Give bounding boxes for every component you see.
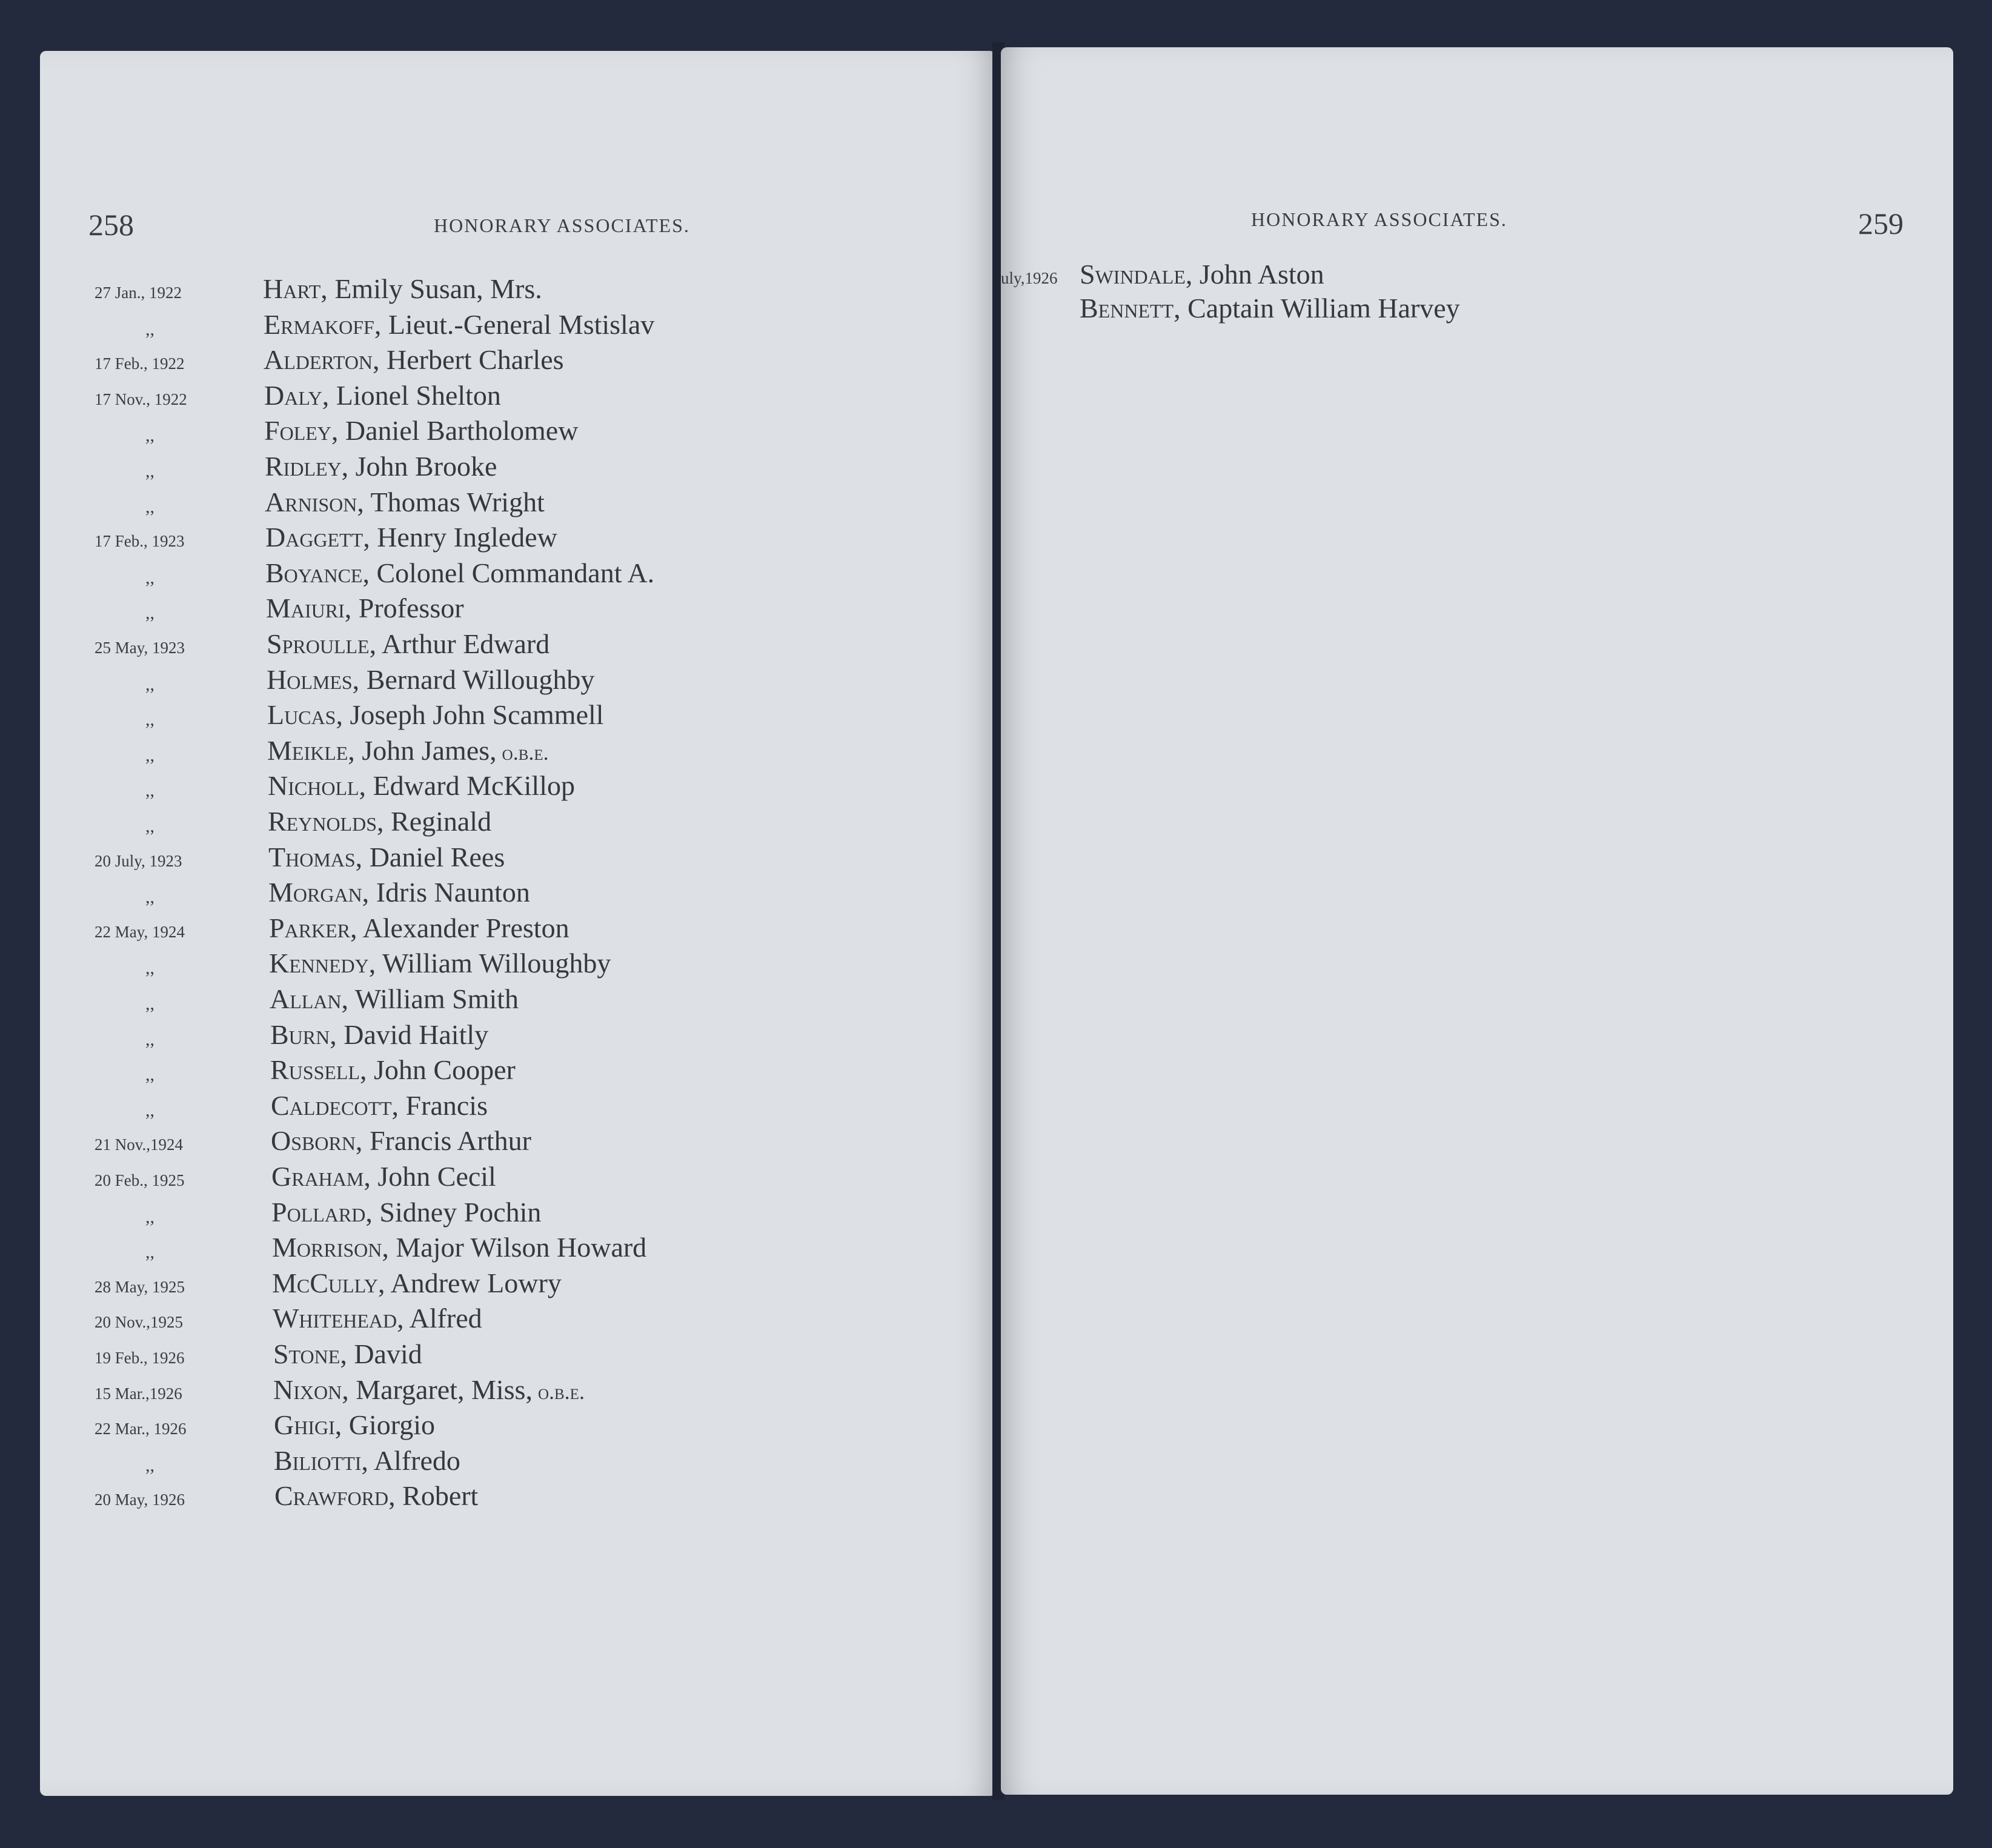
- entry-name: [273, 1374, 585, 1406]
- list-item: [40, 1302, 949, 1338]
- entry-name: [270, 983, 519, 1015]
- entry-date: ,,: [145, 603, 154, 623]
- entry-name: [269, 947, 611, 979]
- entry-surname: Osborn,: [271, 1125, 363, 1157]
- entry-given-names: Bernard Willoughby: [359, 663, 595, 695]
- entry-name: [265, 521, 557, 553]
- entry-surname: Sproulle,: [267, 628, 377, 659]
- entry-name: [266, 592, 464, 624]
- entry-given-names: Margaret, Miss,: [348, 1374, 533, 1405]
- entry-name: [271, 1125, 531, 1157]
- entry-date: ,,: [145, 461, 154, 481]
- entry-surname: Holmes,: [267, 663, 360, 695]
- entry-name: [268, 805, 491, 837]
- entry-surname: Reynolds,: [268, 806, 384, 837]
- list-item: [40, 912, 949, 948]
- running-head: HONORARY ASSOCIATES.: [1251, 208, 1507, 230]
- entry-surname: Parker,: [269, 912, 357, 943]
- entry-surname: McCully,: [272, 1267, 385, 1298]
- entry-date: ,,: [145, 1455, 154, 1475]
- entry-name: [264, 344, 564, 376]
- entry-surname: Nicholl,: [268, 770, 367, 802]
- entry-given-names: Alfredo: [368, 1444, 460, 1476]
- entry-given-names: Reginald: [383, 806, 492, 837]
- entry-surname: Caldecott,: [271, 1089, 399, 1121]
- entry-given-names: William Willoughby: [376, 948, 611, 979]
- entry-date: 20 Nov.,1925: [95, 1313, 183, 1332]
- entry-given-names: Idris Naunton: [369, 877, 530, 908]
- entry-given-names: Lieut.-General Mstislav: [381, 308, 655, 340]
- list-item: [40, 1089, 949, 1126]
- entry-date: 17 Feb., 1922: [95, 354, 185, 373]
- entry-surname: Ghigi,: [274, 1409, 342, 1441]
- entry-date: 15 Mar.,1926: [95, 1384, 182, 1403]
- list-item: [40, 1374, 949, 1410]
- entry-surname: Allan,: [270, 983, 349, 1014]
- entry-date: 25 May, 1923: [95, 639, 185, 657]
- entry-surname: Whitehead,: [273, 1303, 404, 1334]
- entry-surname: Ermakoff,: [264, 308, 382, 340]
- entry-surname: Swindale,: [1080, 259, 1193, 290]
- list-item: [40, 628, 949, 664]
- entry-given-names: Emily Susan, Mrs.: [327, 273, 542, 304]
- list-item: [40, 592, 949, 628]
- entry-given-names: Robert: [395, 1480, 479, 1512]
- list-item: [40, 1019, 949, 1055]
- list-item: [40, 876, 949, 912]
- list-item: [40, 699, 949, 735]
- page-number: 259: [1858, 207, 1904, 241]
- entry-name: [267, 734, 549, 766]
- list-item: [40, 983, 949, 1019]
- entry-date: ,,: [145, 745, 154, 765]
- entry-given-names: Edward McKillop: [366, 770, 575, 802]
- entry-given-names: David Haitly: [336, 1019, 489, 1050]
- entry-surname: Crawford,: [274, 1480, 396, 1512]
- entry-name: [265, 557, 654, 589]
- entry-surname: Alderton,: [264, 344, 380, 376]
- entry-name: [270, 1054, 516, 1086]
- list-item: [40, 947, 949, 983]
- list-item: [40, 273, 949, 309]
- entry-date: ,,: [145, 1029, 154, 1049]
- list-item: [40, 841, 949, 877]
- entry-surname: Arnison,: [265, 486, 364, 517]
- entry-given-names: Daniel Rees: [362, 841, 505, 872]
- list-item: [40, 734, 949, 771]
- entry-given-names: John Cooper: [367, 1054, 516, 1086]
- entry-date: ,,: [145, 674, 154, 694]
- entry-given-names: Henry Ingledew: [370, 522, 557, 553]
- entry-name: [263, 273, 542, 305]
- entry-given-names: David: [347, 1338, 422, 1369]
- entry-name: [264, 379, 501, 411]
- list-item: [40, 486, 949, 522]
- entry-name: [273, 1338, 422, 1370]
- entry-surname: Boyance,: [265, 557, 370, 588]
- entry-name: [273, 1302, 482, 1334]
- entry-given-names: Sidney Pochin: [372, 1196, 542, 1228]
- entry-surname: Maiuri,: [266, 593, 352, 624]
- entry-date: 17 Nov., 1922: [95, 390, 187, 408]
- entry-date: 22 May, 1924: [95, 922, 185, 941]
- entry-given-names: John Aston: [1192, 259, 1324, 290]
- list-item: [40, 1196, 949, 1232]
- entry-given-names: Major Wilson Howard: [388, 1232, 647, 1263]
- entry-given-names: Joseph John Scammell: [342, 699, 604, 731]
- entry-given-names: Lionel Shelton: [329, 379, 501, 411]
- entry-surname: Thomas,: [268, 841, 363, 872]
- entry-surname: Biliotti,: [274, 1444, 368, 1476]
- list-item: [40, 557, 949, 593]
- entry-name: [274, 1444, 460, 1477]
- entry-date: 17 Feb., 1923: [95, 532, 185, 551]
- entry-name: [271, 1160, 496, 1192]
- list-item: [40, 1267, 949, 1303]
- entry-surname: Pollard,: [271, 1196, 373, 1228]
- entry-date: ,,: [145, 958, 154, 979]
- list-item: [40, 1480, 949, 1516]
- list-item: [40, 1160, 949, 1197]
- entry-name: [264, 308, 654, 341]
- entry-name: [268, 769, 575, 802]
- entry-date: ,,: [145, 887, 154, 908]
- entry-date: ,,: [145, 1065, 154, 1085]
- list-item: [40, 663, 949, 700]
- list-item: [40, 344, 949, 380]
- list-item: [40, 1444, 949, 1481]
- entry-surname: Kennedy,: [269, 948, 376, 979]
- entry-name: [267, 628, 549, 660]
- entry-given-names: Captain William Harvey: [1180, 293, 1460, 324]
- page-number: 258: [88, 208, 134, 242]
- entry-date: ,,: [145, 780, 154, 801]
- entry-given-names: Daniel Bartholomew: [338, 415, 579, 447]
- entry-date: 19 Feb., 1926: [95, 1349, 185, 1367]
- left-page: [40, 51, 996, 1796]
- entry-given-names: Alfred: [403, 1303, 482, 1334]
- entry-surname: Daly,: [264, 379, 330, 411]
- entry-date: 20 May, 1926: [95, 1491, 185, 1509]
- entry-date: 22 Mar., 1926: [95, 1420, 187, 1438]
- entry-given-names: Thomas Wright: [364, 486, 545, 517]
- entry-surname: Ridley,: [265, 451, 349, 482]
- running-head: HONORARY ASSOCIATES.: [434, 214, 690, 236]
- list-item: [40, 1338, 949, 1374]
- entry-date: uly,1926: [1001, 269, 1058, 287]
- entry-name: [270, 1019, 488, 1051]
- entry-date: 21 Nov.,1924: [95, 1135, 183, 1154]
- entry-given-names: Colonel Commandant A.: [369, 557, 655, 588]
- entry-name: [274, 1480, 478, 1512]
- entry-given-names: Herbert Charles: [379, 344, 564, 376]
- entry-surname: Morgan,: [268, 877, 370, 908]
- entry-given-names: William Smith: [348, 983, 519, 1014]
- list-item: [40, 308, 949, 345]
- list-item: [1001, 258, 1910, 294]
- entry-name: [267, 663, 594, 696]
- entry-name: [1080, 258, 1324, 290]
- entry-name: [265, 486, 545, 518]
- entry-surname: Bennett,: [1080, 293, 1181, 324]
- entry-date: ,,: [145, 710, 154, 730]
- entry-name: [1080, 292, 1460, 324]
- entry-given-names: Alexander Preston: [357, 912, 569, 943]
- entry-surname: Meikle,: [267, 734, 355, 766]
- entry-surname: Lucas,: [267, 699, 343, 731]
- entry-given-names: John Brooke: [348, 451, 497, 482]
- list-item: [40, 379, 949, 416]
- entry-surname: Hart,: [263, 273, 328, 304]
- entry-name: [264, 414, 578, 447]
- entry-date: 20 Feb., 1925: [95, 1171, 185, 1189]
- entry-date: ,,: [145, 994, 154, 1014]
- entry-surname: Daggett,: [265, 522, 370, 553]
- entry-given-names: Francis: [399, 1089, 488, 1121]
- entry-date: 20 July, 1923: [95, 851, 182, 870]
- entry-date: ,,: [145, 496, 154, 517]
- entry-date: 27 Jan., 1922: [95, 284, 182, 302]
- entry-given-names: John James,: [354, 734, 497, 766]
- entry-name: [272, 1231, 646, 1263]
- entry-surname: Burn,: [270, 1019, 337, 1050]
- list-item: [40, 414, 949, 451]
- entry-name: [268, 841, 505, 873]
- list-item: [40, 805, 949, 842]
- list-item: [40, 769, 949, 806]
- entry-name: [265, 450, 497, 482]
- entry-date: 28 May, 1925: [95, 1277, 185, 1296]
- entry-name: [271, 1089, 488, 1122]
- entry-name: [269, 912, 569, 944]
- entry-given-names: Andrew Lowry: [385, 1267, 562, 1298]
- entry-surname: Stone,: [273, 1338, 347, 1369]
- entry-name: [271, 1196, 541, 1228]
- entry-given-names: John Cecil: [370, 1161, 496, 1192]
- entry-surname: Morrison,: [272, 1232, 389, 1263]
- entry-surname: Graham,: [271, 1161, 371, 1192]
- entry-given-names: Giorgio: [342, 1409, 436, 1441]
- list-item: [1001, 292, 1910, 328]
- entry-name: [274, 1409, 435, 1441]
- entry-date: ,,: [145, 567, 154, 588]
- list-item: [40, 450, 949, 487]
- entry-given-names: Professor: [351, 593, 464, 624]
- list-item: [40, 1409, 949, 1445]
- list-item: [40, 1054, 949, 1090]
- entry-date: ,,: [145, 1242, 154, 1263]
- entry-given-names: Francis Arthur: [362, 1125, 531, 1157]
- entry-date: ,,: [145, 319, 154, 339]
- entry-name: [272, 1267, 562, 1299]
- entry-date: ,,: [145, 1206, 154, 1227]
- list-item: [40, 521, 949, 557]
- right-page: [1001, 47, 1953, 1795]
- entry-date: ,,: [145, 1100, 154, 1120]
- entry-date: ,,: [145, 425, 154, 446]
- entry-honours: o.b.e.: [496, 740, 549, 765]
- entry-surname: Russell,: [270, 1054, 367, 1086]
- list-item: [40, 1125, 949, 1161]
- entry-name: [267, 699, 604, 731]
- list-item: [40, 1231, 949, 1268]
- entry-name: [268, 876, 530, 908]
- entry-honours: o.b.e.: [532, 1379, 585, 1404]
- entry-surname: Foley,: [264, 415, 339, 447]
- entry-surname: Nixon,: [273, 1374, 349, 1405]
- entry-date: ,,: [145, 816, 154, 836]
- entry-given-names: Arthur Edward: [376, 628, 550, 659]
